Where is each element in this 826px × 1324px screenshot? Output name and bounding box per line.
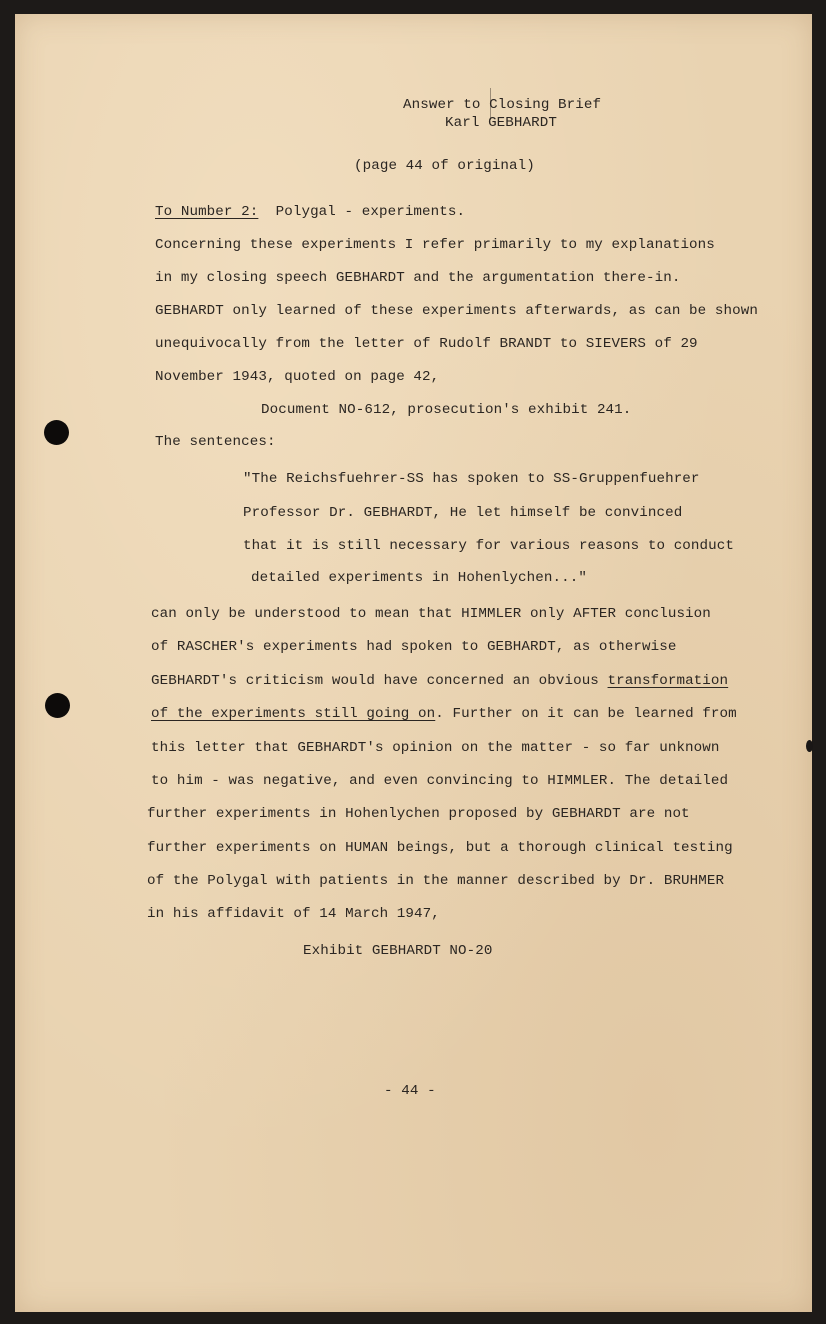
body-line: of the Polygal with patients in the manner described by Dr. BRUHMER (147, 873, 725, 889)
body-line: Concerning these experiments I refer primarily to my explanations (155, 237, 715, 253)
punch-hole-top (44, 420, 69, 445)
body-line: to him - was negative, and even convincing to HIMMLER. The detailed (151, 773, 729, 789)
body-line: can only be understood to mean that HIMMLER only AFTER conclusion (151, 606, 711, 622)
underlined-text: transformation (607, 673, 729, 689)
header-title: Answer to Closing Brief (403, 97, 602, 113)
section-number: To Number 2: (155, 204, 259, 220)
body-text: GEBHARDT's criticism would have concerned an obvious (151, 673, 608, 689)
section-title: Polygal - experiments. (275, 204, 466, 220)
section-heading (155, 204, 465, 220)
body-line (151, 673, 728, 689)
body-line: further experiments in Hohenlychen proposed by GEBHARDT are not (147, 806, 690, 822)
page-number: - 44 - (384, 1083, 436, 1099)
body-line: in his affidavit of 14 March 1947, (147, 906, 440, 922)
body-line: this letter that GEBHARDT's opinion on the matter - so far unknown (151, 740, 720, 756)
body-line: unequivocally from the letter of Rudolf BRANDT to SIEVERS of 29 (155, 336, 698, 352)
exhibit-reference: Exhibit GEBHARDT NO-20 (303, 943, 493, 959)
edge-mark (806, 740, 813, 752)
document-reference: Document NO-612, prosecution's exhibit 241. (261, 402, 632, 418)
body-line: in my closing speech GEBHARDT and the argumentation there-in. (155, 270, 681, 286)
body-line: further experiments on HUMAN beings, but a thorough clinical testing (147, 840, 733, 856)
sentences-intro: The sentences: (155, 434, 276, 450)
body-text: . Further on it can be learned from (435, 706, 737, 722)
quote-line: detailed experiments in Hohenlychen..." (251, 570, 587, 586)
header-name: Karl GEBHARDT (445, 115, 557, 131)
quote-line: Professor Dr. GEBHARDT, He let himself be convinced (243, 505, 683, 521)
page-reference: (page 44 of original) (354, 158, 535, 174)
quote-line: that it is still necessary for various reasons to conduct (243, 538, 734, 554)
body-line: GEBHARDT only learned of these experiments afterwards, as can be shown (155, 303, 758, 319)
body-line: November 1943, quoted on page 42, (155, 369, 440, 385)
punch-hole-bottom (45, 693, 70, 718)
quote-line: "The Reichsfuehrer-SS has spoken to SS-Gruppenfuehrer (243, 471, 700, 487)
body-line: of RASCHER's experiments had spoken to GEBHARDT, as otherwise (151, 639, 677, 655)
body-line (151, 706, 737, 722)
underlined-text: of the experiments still going on (151, 706, 436, 722)
